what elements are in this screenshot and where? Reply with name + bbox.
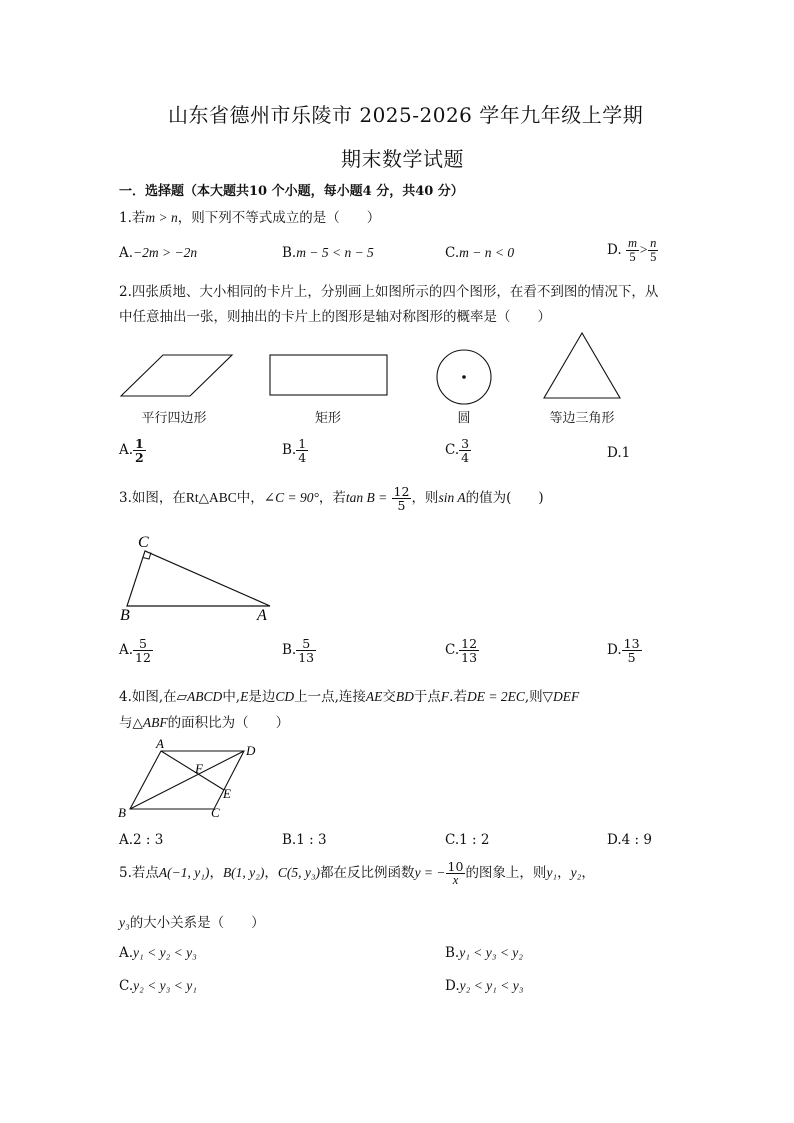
option-label: D. [607, 242, 622, 258]
shape-caption-circle: 圆 [457, 411, 471, 426]
equilateral-triangle-shape [544, 333, 620, 398]
q5-option-a[interactable] [119, 945, 197, 961]
label-e: E [223, 786, 231, 801]
label-b: B [120, 607, 130, 624]
option-text: 1 : 2 [459, 832, 490, 848]
fraction: $\frac{5}{13}$ [298, 636, 315, 665]
page-title: 山东省德州市乐陵市 2025-2026 学年九年级上学期 [168, 103, 644, 127]
option-label: D. [607, 445, 622, 461]
option-label: C. [445, 642, 460, 658]
q3-option-c[interactable] [445, 637, 479, 664]
q3-option-a[interactable] [119, 637, 153, 664]
section-header: 一．选择题（本大题共10 个小题，每小题4 分，共40 分） [119, 184, 464, 199]
option-label: A. [119, 945, 134, 961]
q4-option-a[interactable] [119, 832, 163, 848]
option-label: A. [119, 642, 134, 658]
q2-option-c[interactable] [445, 437, 471, 464]
fraction: $\frac{12}{13}$ [461, 636, 478, 665]
fraction: $\frac{n}{5}$ [650, 236, 657, 264]
option-label: D. [607, 832, 622, 848]
fraction: $\frac{1}{4}$ [298, 436, 307, 465]
option-label: D. [607, 642, 622, 658]
option-text: m − n < 0 [459, 245, 515, 260]
option-label: B. [445, 945, 460, 961]
option-text: 2 : 3 [133, 832, 164, 848]
q4-option-d[interactable] [607, 832, 652, 848]
option-text: −2m > −2n [133, 245, 198, 260]
label-c: C [138, 534, 149, 551]
q1-stem-math: m > n [145, 210, 178, 225]
option-label: B. [282, 832, 297, 848]
label-a: A [257, 607, 267, 624]
question-2-line1: 2.四张质地、大小相同的卡片上，分别画上如图所示的四个图形，在看不到图的情况下，从 [119, 284, 659, 300]
option-operator: > [638, 242, 649, 257]
option-text: y₁ < y₂ < y₃ [133, 945, 197, 960]
q2-option-d[interactable] [607, 445, 630, 461]
option-label: C. [119, 978, 134, 994]
q4-option-b[interactable] [282, 832, 327, 848]
fraction: $\frac{1}{2}$ [135, 436, 144, 465]
option-label: A. [119, 832, 134, 848]
question-5-line2: y₃的大小关系是（ ） [119, 915, 265, 931]
option-label: A. [119, 442, 134, 458]
question-5-line1: 5.若点A(−1, y₁)，B(1, y₂)，C(5, y₃)都在反比例函数y = − $\frac{10}{x}$ 的图象上，则y₁，y₂， [119, 859, 595, 887]
q2-shapes-figure [0, 0, 794, 420]
q1-stem-prefix: 1.若 [119, 210, 146, 226]
label-a: A [156, 736, 164, 751]
fraction: $\frac{12}{5}$ [393, 484, 410, 513]
label-c: C [211, 805, 220, 820]
q5-option-c[interactable] [119, 978, 197, 994]
q4-option-c[interactable] [445, 832, 489, 848]
label-d: D [246, 743, 256, 758]
page-subtitle: 期末数学试题 [341, 147, 464, 171]
segment-ae [161, 751, 224, 790]
option-label: C. [445, 442, 460, 458]
q1-stem-suffix: ，则下列不等式成立的是（ ） [177, 210, 381, 226]
option-text: m − 5 < n − 5 [296, 245, 374, 260]
q2-option-a[interactable] [119, 437, 146, 464]
option-label: B. [282, 642, 297, 658]
option-label: C. [445, 832, 460, 848]
option-label: C. [445, 245, 460, 261]
q4-parallelogram-figure [110, 735, 310, 825]
q5-option-b[interactable] [445, 945, 523, 961]
option-text: y₁ < y₃ < y₂ [459, 945, 523, 960]
label-f: F [195, 761, 203, 776]
option-text: y₂ < y₁ < y₃ [459, 978, 524, 993]
fraction: $\frac{10}{x}$ [447, 859, 464, 887]
shape-caption-parallelogram: 平行四边形 [141, 411, 207, 426]
option-text: y₂ < y₃ < y₁ [133, 978, 197, 993]
option-text: 1 [621, 445, 631, 461]
rectangle-shape [270, 355, 387, 395]
option-text: 1 : 3 [296, 832, 327, 848]
question-4-line1: 4.如图,在▱ABCD中,E是边CD上一点,连接AE交BD于点F.若DE = 2EC,则▽DEF [119, 689, 580, 705]
q5-option-d[interactable] [445, 978, 523, 994]
q3-option-b[interactable] [282, 637, 316, 664]
q3-triangle-figure [110, 530, 410, 630]
shape-caption-triangle: 等边三角形 [549, 411, 615, 426]
fraction: $\frac{3}{4}$ [461, 436, 470, 465]
question-3-stem: 3.如图，在Rt△ABC中，∠C = 90°，若tan B = $\frac{12}{5}$ ，则sin A的值为( ) [119, 484, 544, 513]
option-label: B. [282, 442, 297, 458]
fraction: $\frac{m}{5}$ [627, 236, 637, 264]
fraction: $\frac{13}{5}$ [623, 636, 640, 665]
q3-option-d[interactable] [607, 637, 642, 664]
fraction: $\frac{5}{12}$ [135, 636, 151, 665]
label-b: B [118, 805, 126, 820]
q2-option-b[interactable] [282, 437, 308, 464]
option-label: B. [282, 245, 297, 261]
circle-center-dot [462, 375, 466, 379]
parallelogram-shape [121, 355, 232, 396]
option-label: A. [119, 245, 134, 261]
option-text: 4 : 9 [621, 832, 652, 848]
question-2-line2: 中任意抽出一张，则抽出的卡片上的图形是轴对称图形的概率是（ ） [119, 309, 551, 325]
question-4-line2: 与△ABF的面积比为（ ） [119, 715, 290, 731]
option-label: D. [445, 978, 460, 994]
shape-caption-rectangle: 矩形 [314, 411, 341, 426]
